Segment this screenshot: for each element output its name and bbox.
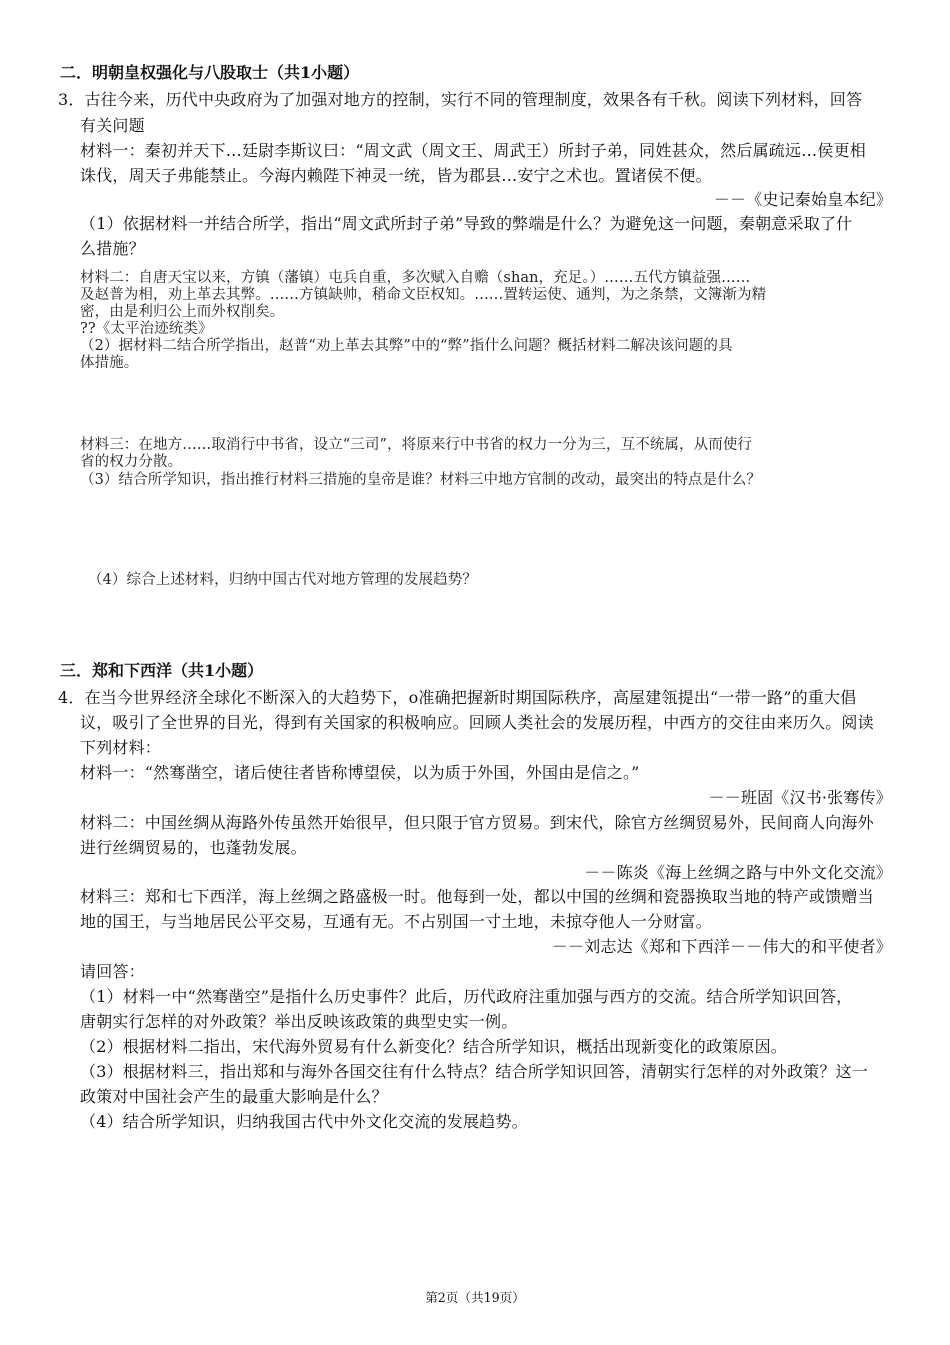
question-4-line-2: 议，吸引了全世界的目光，得到有关国家的积极响应。回顾人类社会的发展历程，中西方的交往由来历久。阅读	[80, 713, 874, 732]
material-3-line-1: 材料三：郑和七下西洋，海上丝绸之路盛极一时。他每到一处，都以中国的丝绸和瓷器换取当地的特产或馈赠当	[80, 887, 874, 906]
material-1: 材料一：“然骞凿空，诸后使往者皆称博望侯，以为质于外国，外国由是信之。”	[80, 763, 640, 782]
answer-prompt: 请回答：	[80, 962, 145, 981]
material-2-line-1: 材料二：中国丝绸从海路外传虽然开始很早，但只限于官方贸易。到宋代，除官方丝绸贸易外，民间商人向海外	[80, 813, 874, 832]
question-3-line-1: 3．古往今来，历代中央政府为了加强对地方的控制，实行不同的管理制度，效果各有千秋。阅读下列材料，回答	[58, 90, 863, 109]
sub-question-2-line-1: （2）据材料二结合所学指出，赵普“劝上革去其弊”中的“弊”指什么问题？概括材料二解决该问题的具	[80, 338, 733, 354]
material-1-line-1: 材料一：秦初并天下…廷尉李斯议曰：“周文武（周文王、周武王）所封子弟，同姓甚众，然后属疏远…侯更相	[80, 141, 866, 160]
material-1-source: －－《史记秦始皇本纪》	[713, 190, 892, 209]
sub-question-3: （3）结合所学知识，指出推行材料三措施的皇帝是谁？材料三中地方官制的改动，最突出的特点是什么？	[80, 472, 761, 488]
material-2-line-2: 进行丝绸贸易的，也蓬勃发展。	[80, 838, 307, 857]
sub-question-4: （4）综合上述材料，归纳中国古代对地方管理的发展趋势？	[88, 572, 477, 588]
material-3-line-1: 材料三：在地方……取消行中书省，设立“三司”，将原来行中书省的权力一分为三，互不统属，从而使行	[80, 437, 753, 453]
page-number: 第2页（共19页）	[425, 1290, 525, 1305]
sub-question-1-line-2: 么措施？	[80, 239, 145, 258]
question-3-line-2: 有关问题	[80, 116, 145, 135]
material-3-line-2: 地的国王，与当地居民公平交易，互通有无。不占别国一寸土地，未掠夺他人一分财富。	[80, 912, 712, 931]
material-2-line-3: 密，由是利归公上而外权削矣。	[80, 304, 285, 320]
material-2-source: －－陈炎《海上丝绸之路与中外文化交流》	[584, 863, 892, 882]
question-4-line-1: 4．在当今世界经济全球化不断深入的大趋势下，o准确把握新时期国际秩序，高屋建瓴提出“一带一路”的重大倡	[58, 688, 857, 707]
material-2-line-1: 材料二：自唐天宝以来，方镇（藩镇）屯兵自重，多次赋入自赡（shan，充足。）……五代方镇益强……	[80, 270, 751, 286]
sub-question-line: 政策对中国社会产生的最重大影响是什么？	[80, 1087, 388, 1106]
sub-question-line: （4）结合所学知识，归纳我国古代中外文化交流的发展趋势。	[80, 1112, 528, 1131]
material-1-source: －－班固《汉书·张骞传》	[708, 788, 892, 807]
sub-question-1-line-1: （1）依据材料一并结合所学，指出“周文武所封子弟”导致的弊端是什么？为避免这一问题，秦朝意采取了什	[80, 214, 853, 233]
sub-question-line: （1）材料一中“然骞凿空”是指什么历史事件？此后，历代政府注重加强与西方的交流。结合所学知识回答，	[80, 987, 853, 1006]
sub-question-2-line-2: 体措施。	[80, 355, 139, 371]
question-4-line-3: 下列材料：	[80, 738, 162, 757]
material-3-source: －－刘志达《郑和下西洋－－伟大的和平使者》	[551, 937, 892, 956]
sub-question-line: 唐朝实行怎样的对外政策？举出反映该政策的典型史实一例。	[80, 1012, 518, 1031]
material-3-line-2: 省的权力分散。	[80, 454, 183, 470]
section-heading: 三．郑和下西洋（共1小题）	[60, 661, 264, 680]
sub-question-line: （3）根据材料三，指出郑和与海外各国交往有什么特点？结合所学知识回答，清朝实行怎样的对外政策？这一	[80, 1062, 868, 1081]
material-2-source: ??《太平治迹统类》	[80, 321, 213, 337]
material-1-line-2: 诛伐，周天子弗能禁止。今海内赖陛下神灵一统，皆为郡县…安宁之术也。置诸侯不便。	[80, 166, 712, 185]
section-heading: 二．明朝皇权强化与八股取士（共1小题）	[60, 63, 360, 82]
material-2-line-2: 及赵普为相，劝上革去其弊。……方镇缺帅，稍命文臣权知。……置转运使、通判，为之条禁，文簿渐为精	[80, 287, 767, 303]
sub-question-line: （2）根据材料二指出，宋代海外贸易有什么新变化？结合所学知识，概括出现新变化的政策原因。	[80, 1037, 787, 1056]
